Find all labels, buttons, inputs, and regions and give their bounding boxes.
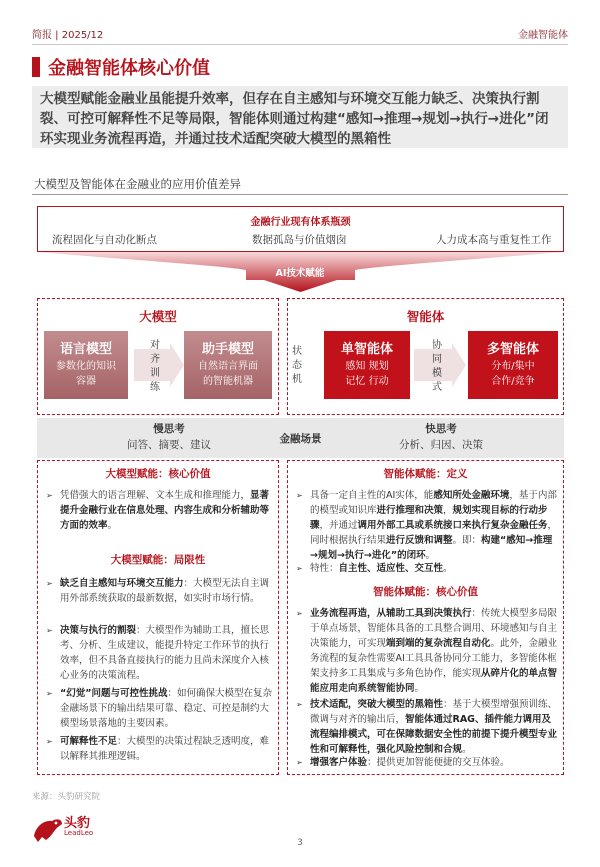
arrow-bullet-icon: ➢ [296,491,303,500]
node-title: 单智能体 [340,342,393,357]
node-desc: 感知 规划 [345,361,389,372]
agent-title: 智能体 [406,309,445,324]
state-machine-label: 状 态 机 [292,346,302,385]
arrow-bullet-icon: ➢ [46,491,53,500]
section-heading: 智能体赋能：定义 [383,468,468,480]
multi-agent-node [468,331,558,399]
ai-enablement-label: AI技术赋能 [275,268,325,279]
report-topic: 金融智能体 [518,30,568,41]
large-model-title: 大模型 [139,309,177,324]
node-desc: 分布/集中 [491,361,535,372]
fast-thinking-title: 快思考 [425,423,457,435]
agent-panel [287,298,564,415]
scene-label: 金融场景 [279,433,322,445]
arrow-bullet-icon: ➢ [296,700,303,709]
section-heading: 大模型赋能：局限性 [110,554,206,566]
summary-box: 大模型赋能金融业虽能提升效率，但存在自主感知与环境交互能力缺乏、决策执行割裂、可控可解释性不足等局限，智能体则通过构建“感知→推理→规划→执行→进化”闭环实现业务流程再造，并通过技术适配突破大模型的黑箱性 [32,86,568,148]
large-model-detail-box [37,460,279,775]
header-divider [32,44,568,45]
list-item: ➢ “幻觉”问题与可控性挑战：如何确保大模型在复杂金融场景下的输出结果可靠、稳定、可控是制约大模型场景落地的主要因素。 [46,688,273,729]
large-model-panel [37,298,279,415]
arrow-bullet-icon: ➢ [46,579,53,588]
node-desc: 的智能机器 [203,376,253,387]
list-item: ➢ 可解释性不足：大模型的决策过程缺乏透明度，难以解释其推理逻辑。 [46,736,270,762]
list-item: ➢ 凭借强大的语言理解、文本生成和推理能力，显著提升金融行业在信息处理、内容生成和分析辅助等方面的效率。 [46,490,270,531]
single-agent-node [324,331,410,399]
bottleneck-item: 流程固化与自动化断点 [52,234,157,246]
node-desc: 自然语言界面 [198,361,258,372]
list-item: ➢ 增强客户体验：提供更加智能便捷的交互体验。 [296,757,510,768]
bottleneck-box [37,206,564,252]
arrow-bullet-icon: ➢ [46,689,53,698]
report-meta: 简报 | 2025/12 [32,30,104,41]
arrow-bullet-icon: ➢ [46,737,53,746]
slow-thinking-title: 慢思考 [153,423,185,435]
finance-scene-band [37,418,564,458]
figure-title: 大模型及智能体在金融业的应用价值差异 [34,177,241,191]
agent-detail-box [287,460,564,775]
bottleneck-item: 数据孤岛与价值烟囱 [252,234,347,246]
list-item: ➢ 缺乏自主感知与环境交互能力：大模型无法自主调用外部系统获取的最新数据，如实时市场行情。 [46,578,270,604]
section-heading: 智能体赋能：核心价值 [373,586,478,598]
fast-thinking [381,421,501,453]
node-desc: 参数化的知识 [56,361,116,372]
collaboration-mode-label: 协 同 模 式 [432,340,442,393]
list-item: ➢ 决策与执行的割裂：大模型作为辅助工具，擅长思考、分析、生成建议，能提升特定工作环节的执行效率，但不具备直接执行的能力且尚未深度介入核心业务的决策流程。 [46,625,270,681]
fast-thinking-desc: 分析、归因、决策 [399,439,483,451]
arrow-bullet-icon: ➢ [296,758,303,767]
list-item: ➢ 业务流程再造，从辅助工具到决策执行：传统大模型多局限于单点场景，智能体具备的工具整合调用、环境感知与自主决策能力，可实现端到端的复杂流程自动化。此外，金融业务流程的复杂性需要AI工具具备协同分工能力，多智能体框架支持多工具集成与多角色协作，能实现从碎片化的单点智能应用走向系统智能协同。 [296,608,558,694]
list-item: ➢ 技术适配，突破大模型的黑箱性：基于大模型增强预训练、微调与对齐的输出后，智能体通过RAG、插件能力调用及流程编排模式，可在保障数据安全性的前提下提升模型专业性和可解释性，强化风险控制和合规。 [296,699,558,755]
slow-thinking-desc: 问答、摘要、建议 [127,439,211,451]
list-item: ➢ 特性：自主性、适应性、交互性。 [296,563,453,574]
page-number: 3 [297,838,303,848]
list-item: ➢ 具备一定自主性的AI实体，能感知所处金融环境，基于内部的模型或知识库进行推理和决策，规划实现目标的行动步骤，并通过调用外部工具或系统接口来执行复杂金融任务，同时根据执行结果进行反馈和调整。即：构建“感知→推理→规划→执行→进化”的闭环。 [296,490,558,561]
logo-subtitle: LeadLeo [64,829,94,837]
alignment-training-label: 对 齐 训 练 [150,340,160,393]
section-heading: 大模型赋能：核心价值 [105,468,211,480]
arrow-bullet-icon: ➢ [46,626,53,635]
node-title: 助手模型 [201,342,254,357]
node-desc: 记忆 行动 [345,376,389,387]
node-desc: 合作/竞争 [491,376,535,387]
language-model-node [44,331,128,399]
assistant-model-node [184,331,272,399]
page-title: 金融智能体核心价值 [48,58,210,79]
arrow-bullet-icon: ➢ [296,609,303,618]
source-note: 来源：头豹研究院 [32,792,101,802]
figure-divider [32,194,568,195]
node-title: 语言模型 [59,342,112,357]
bottleneck-item: 人力成本高与重复性工作 [436,234,552,246]
node-desc: 容器 [76,376,96,387]
node-title: 多智能体 [486,342,539,357]
slow-thinking [109,421,229,453]
arrow-bullet-icon: ➢ [296,564,303,573]
title-accent-bar [32,57,40,77]
bottleneck-heading: 金融行业现有体系瓶颈 [250,217,351,228]
logo-name: 头豹 [64,816,91,831]
